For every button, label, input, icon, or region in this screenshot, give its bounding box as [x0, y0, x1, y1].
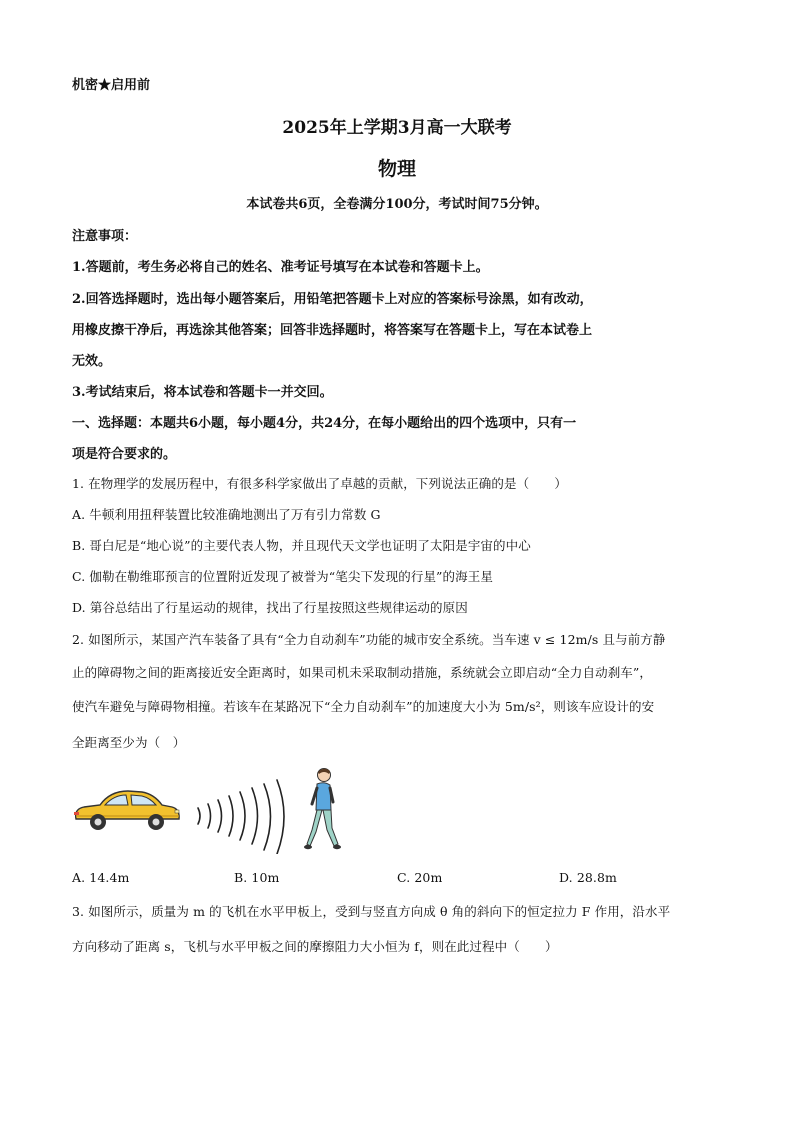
section-1-line-1: 一、选择题：本题共6小题，每小题4分，共24分，在每小题给出的四个选项中，只有一 — [72, 416, 577, 431]
pedestrian-illustration — [302, 766, 344, 854]
q2-option-c: C. 20m — [397, 870, 443, 885]
q2-option-a: A. 14.4m — [72, 870, 130, 885]
q3-stem-line-2: 方向移动了距离 s，飞机与水平甲板之间的摩擦阻力大小恒为 f，则在此过程中（ ） — [72, 939, 558, 954]
q2-stem-line-3: 使汽车避免与障碍物相撞。若该车在某路况下“全力自动刹车”的加速度大小为 5m/s²，则该车应设计的安 — [72, 699, 655, 714]
exam-info: 本试卷共6页，全卷满分100分，考试时间75分钟。 — [246, 197, 548, 212]
q2-option-b: B. 10m — [234, 870, 280, 885]
notice-item-2-line-2: 用橡皮擦干净后，再选涂其他答案；回答非选择题时，将答案写在答题卡上，写在本试卷上 — [72, 323, 593, 338]
notice-heading: 注意事项： — [72, 229, 138, 244]
section-1-line-2: 项是符合要求的。 — [72, 447, 177, 462]
q2-option-d: D. 28.8m — [559, 870, 618, 885]
q1-stem: 1. 在物理学的发展历程中，有很多科学家做出了卓越的贡献，下列说法正确的是（ ） — [72, 476, 568, 491]
notice-item-3: 3.考试结束后，将本试卷和答题卡一并交回。 — [72, 385, 333, 400]
q1-option-d: D. 第谷总结出了行星运动的规律，找出了行星按照这些规律运动的原因 — [72, 600, 468, 615]
exam-title: 2025年上学期3月高一大联考 — [282, 118, 512, 138]
radar-waves — [192, 778, 302, 854]
notice-item-1: 1.答题前，考生务必将自己的姓名、准考证号填写在本试卷和答题卡上。 — [72, 260, 489, 275]
notice-item-2-line-3: 无效。 — [72, 354, 112, 369]
subject-title: 物理 — [377, 158, 416, 180]
q1-option-a: A. 牛顿利用扭秤装置比较准确地测出了万有引力常数 G — [72, 507, 381, 522]
q2-stem-line-4: 全距离至少为（ ） — [72, 735, 186, 750]
confidential-mark: 机密★启用前 — [72, 78, 151, 93]
q1-option-c: C. 伽勒在勒维耶预言的位置附近发现了被誉为“笔尖下发现的行星”的海王星 — [72, 569, 493, 584]
q1-option-b: B. 哥白尼是“地心说”的主要代表人物，并且现代天文学也证明了太阳是宇宙的中心 — [72, 538, 531, 553]
q2-stem-line-1: 2. 如图所示，某国产汽车装备了具有“全力自动刹车”功能的城市安全系统。当车速 v ≤ 12m/s 且与前方静 — [72, 632, 666, 647]
q3-stem-line-1: 3. 如图所示，质量为 m 的飞机在水平甲板上，受到与竖直方向成 θ 角的斜向下的恒定拉力 F 作用，沿水平 — [72, 904, 671, 919]
car-illustration — [72, 785, 182, 835]
q2-stem-line-2: 止的障碍物之间的距离接近安全距离时，如果司机未采取制动措施，系统就会立即启动“全力自动刹车”， — [72, 665, 652, 680]
notice-item-2-line-1: 2.回答选择题时，选出每小题答案后，用铅笔把答题卡上对应的答案标号涂黑，如有改动， — [72, 292, 593, 307]
